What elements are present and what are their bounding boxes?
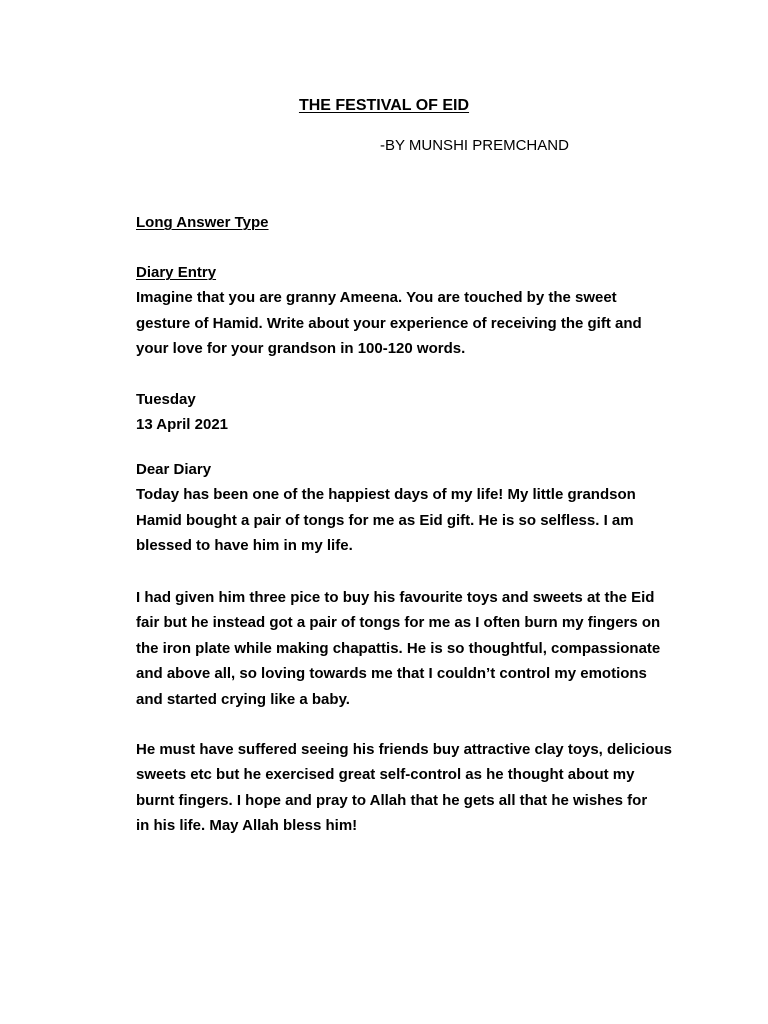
question-heading: Diary Entry <box>136 264 217 281</box>
section-heading: Long Answer Type <box>136 214 269 231</box>
entry-paragraph-2 <box>136 585 660 712</box>
entry-line: and above all, so loving towards me that I couldn’t control my emotions <box>136 665 647 683</box>
question-heading-row <box>136 260 642 285</box>
author-byline: -BY MUNSHI PREMCHAND <box>380 137 569 154</box>
question-line: gesture of Hamid. Write about your experience of receiving the gift and <box>136 314 642 332</box>
section-heading-block <box>136 210 269 235</box>
section-heading-row <box>136 210 269 235</box>
entry-line: He must have suffered seeing his friends buy attractive clay toys, delicious <box>136 741 673 758</box>
question-line: your love for your grandson in 100-120 words. <box>136 340 466 358</box>
entry-date-block <box>136 387 228 438</box>
entry-line: the iron plate while making chapattis. He is so thoughtful, compassionate <box>136 639 661 657</box>
entry-line: Today has been one of the happiest days of my life! My little grandson <box>136 486 636 504</box>
entry-line: fair but he instead got a pair of tongs for me as I often burn my fingers on <box>136 614 661 632</box>
entry-line: and started crying like a baby. <box>136 690 350 708</box>
question-block <box>136 260 642 362</box>
question-line: Imagine that you are granny Ameena. You are touched by the sweet <box>136 289 617 307</box>
entry-line: in his life. May Allah bless him! <box>136 817 358 835</box>
entry-paragraph-3 <box>136 737 672 839</box>
entry-line: blessed to have him in my life. <box>136 537 353 555</box>
entry-line: burnt fingers. I hope and pray to Allah that he gets all that he wishes for <box>136 791 648 809</box>
entry-line: sweets etc but he exercised great self-control as he thought about my <box>136 766 635 784</box>
entry-line: I had given him three pice to buy his favourite toys and sweets at the Eid <box>136 589 655 606</box>
entry-paragraph-1 <box>136 457 636 559</box>
entry-day: Tuesday <box>136 391 196 408</box>
document-title-row <box>0 96 768 116</box>
document-title: THE FESTIVAL OF EID <box>298 97 470 114</box>
entry-line: Hamid bought a pair of tongs for me as Eid gift. He is so selfless. I am <box>136 511 634 529</box>
entry-date: 13 April 2021 <box>136 416 228 434</box>
entry-salutation: Dear Diary <box>136 461 212 478</box>
